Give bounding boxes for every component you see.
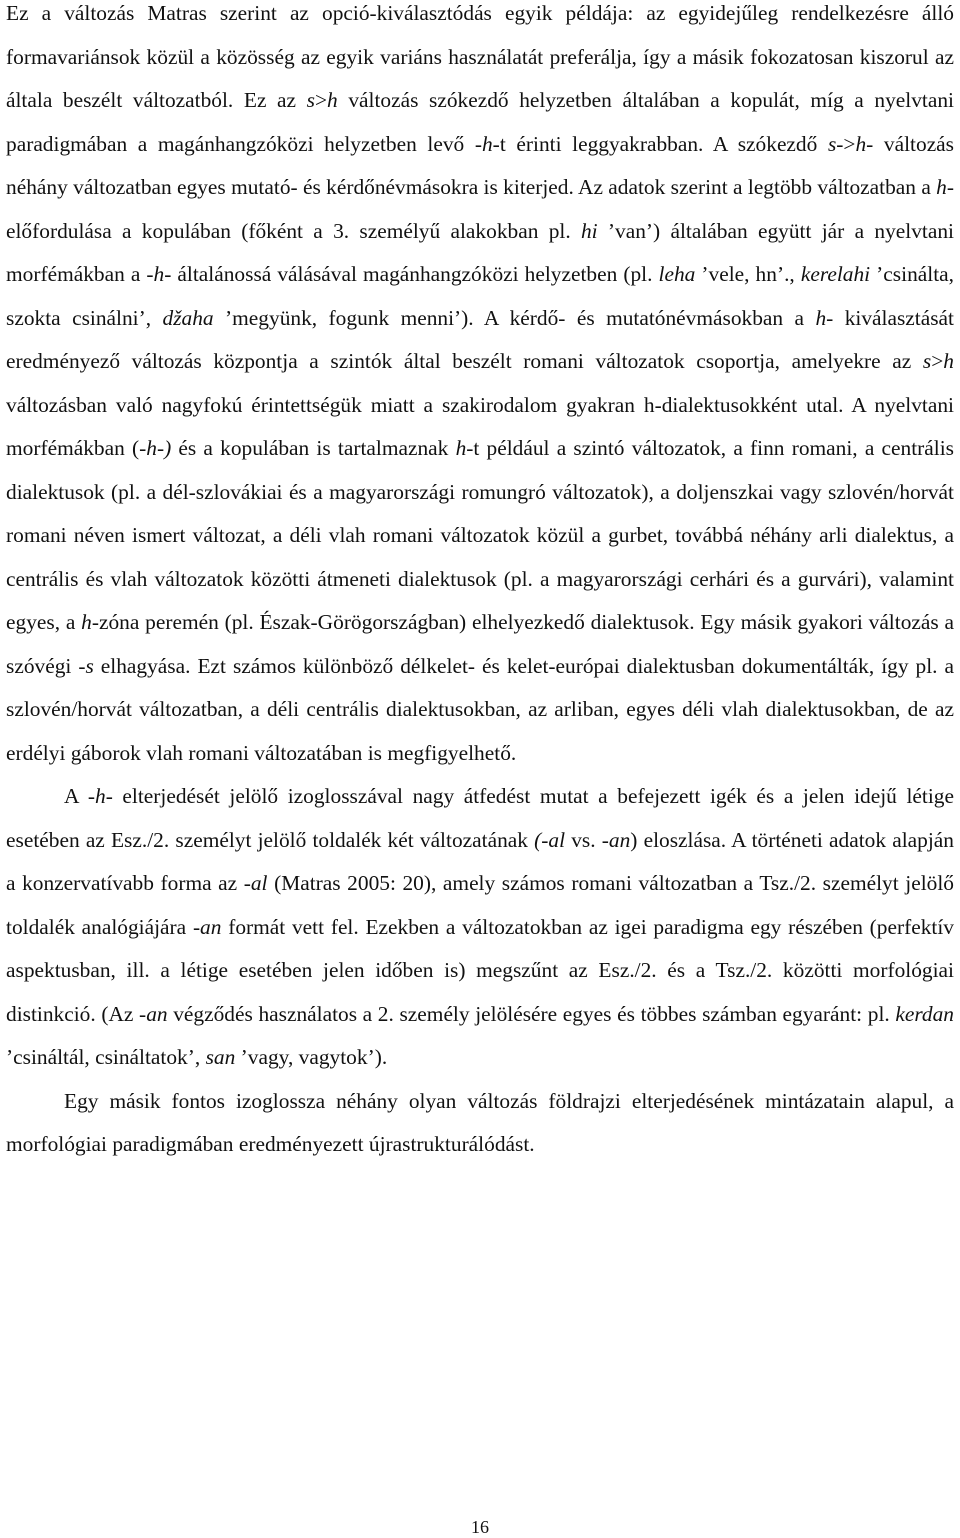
italic-run: -s bbox=[78, 653, 94, 678]
italic-run: -h- bbox=[146, 262, 172, 286]
italic-run: -h- bbox=[474, 131, 500, 156]
italic-run: kerelahi bbox=[800, 262, 871, 286]
italic-run: s bbox=[306, 88, 315, 112]
page-number: 16 bbox=[471, 1517, 489, 1537]
italic-run: san bbox=[205, 1045, 236, 1069]
text-run: A bbox=[64, 784, 88, 808]
text-run: ’vagy, vagytok’). bbox=[235, 1045, 388, 1069]
italic-run: h bbox=[936, 175, 947, 199]
italic-run: (-al bbox=[534, 827, 566, 852]
text-run: - előfordulása a kopulában (főként a 3. személyű alakokban pl. bbox=[6, 175, 954, 243]
text-run: Ez a változás Matras szerint az opció-kiválasztódás egyik példája: az egyidejűleg rendelkezésre álló formavariánsok közül a közösség az egyik variáns használatát preferálja, így a másik fokozatosan kiszorul az általa beszélt változatból. Ez az bbox=[6, 1, 954, 112]
text-run: elterjedését jelölő izoglosszával nagy átfedést mutat a befejezett igék és a jelen idejű létige esetében az Esz./2. személyt jelölő toldalék két változatának bbox=[6, 784, 954, 852]
italic-run: -al bbox=[243, 871, 268, 895]
italic-run: hi bbox=[580, 218, 598, 243]
italic-run: -an bbox=[192, 914, 222, 939]
text-run: ’van’) általában együtt jár a nyelvtani morfémákban a bbox=[6, 218, 954, 286]
document-page bbox=[6, 0, 954, 1167]
italic-run: -h-) bbox=[139, 436, 172, 460]
italic-run: s bbox=[922, 349, 932, 373]
text-run: - kiválasztását eredményező változás központja a szintók által beszélt romani változatok csoportja, amelyekre az bbox=[6, 305, 954, 373]
text-run: és a kopulában is tartalmaznak bbox=[171, 436, 456, 460]
italic-run: h bbox=[327, 88, 338, 112]
text-run: - változás néhány változatban egyes mutató- és kérdőnévmásokra is kiterjed. Az adatok szerint a legtöbb változatban a bbox=[6, 131, 955, 199]
italic-run: h bbox=[81, 610, 92, 634]
italic-run: leha bbox=[658, 262, 696, 286]
text-run: -t például a szintó változatok, a finn romani, a centrális dialektusok (pl. a dél-szlovákiai és a magyarországi romungró változatok), a doljenszkai vagy szlovén/horvát romani néven ismert változat, a déli vlah romani változatok közül a gurbet, továbbá néhány arli dialektus, a centrális és vlah változatok közötti átmeneti dialektusok (pl. a magyarországi cerhári és a gurvári), valamint egyes, a bbox=[6, 436, 954, 634]
text-run: formát vett fel. Ezekben a változatokban az igei paradigma egy részében (perfektív aspektusban, ill. a létige esetében jelen időben is) megszűnt az Esz./2. és a Tsz./2. közötti morfológiai distinkció. (Az - bbox=[6, 914, 955, 1026]
italic-run: -h- bbox=[87, 784, 113, 808]
text-run: elhagyása. Ezt számos különböző délkelet- és kelet-európai dialektusban dokumentálták, így pl. a szlovén/horvát változatban, a déli centrális dialektusokban, az arliban, egyes déli vlah dialektusokban, de az erdélyi gáborok vlah romani változatában is megfigyelhető. bbox=[6, 653, 954, 765]
text-run: ’csinálta, szokta csinálni’, bbox=[6, 262, 954, 330]
italic-run: h bbox=[815, 305, 827, 330]
text-run: -> bbox=[836, 131, 856, 156]
text-run: ’csináltál, csináltatok’, bbox=[6, 1045, 206, 1069]
text-run: t érinti leggyakrabban. A szókezdő bbox=[499, 131, 828, 156]
text-run: vs. bbox=[565, 827, 602, 852]
text-run: általánossá válásával magánhangzóközi helyzetben (pl. bbox=[171, 262, 659, 286]
paragraph-3 bbox=[6, 1080, 954, 1167]
italic-run: džaha bbox=[162, 305, 214, 330]
text-run: ’vele, hn’., bbox=[695, 262, 801, 286]
italic-run: h bbox=[855, 131, 867, 156]
italic-run: an bbox=[146, 1001, 168, 1026]
text-run: > bbox=[314, 88, 328, 112]
text-run: változásban való nagyfokú érintettségük miatt a szakirodalom gyakran h-dialektusokként utal. A nyelvtani morfémákban ( bbox=[6, 392, 954, 460]
paragraph-2 bbox=[6, 775, 954, 1080]
text-run: végződés használatos a 2. személy jelölésére egyes és többes számban egyaránt: pl. bbox=[167, 1001, 896, 1026]
paragraph-1 bbox=[6, 0, 954, 775]
italic-run: s bbox=[827, 131, 837, 156]
text-run: (Matras 2005: 20), amely számos romani változatban a Tsz./2. személyt jelölő toldalék analógiájára bbox=[6, 871, 954, 939]
italic-run: h bbox=[455, 436, 467, 460]
text-run: > bbox=[931, 349, 944, 373]
italic-run: -an bbox=[601, 827, 631, 852]
text-run: ) eloszlása. A történeti adatok alapján a konzervatívabb forma az bbox=[6, 827, 954, 895]
italic-run: kerdan bbox=[895, 1001, 954, 1026]
text-run: -zóna peremén (pl. Észak-Görögországban) elhelyezkedő dialektusok. Egy másik gyakori változás a szóvégi bbox=[6, 610, 954, 678]
text-run: ’megyünk, fogunk menni’). A kérdő- és mutatónévmásokban a bbox=[213, 305, 816, 330]
text-run: változás szókezdő helyzetben általában a kopulát, míg a nyelvtani paradigmában a magánhangzóközi helyzetben levő bbox=[6, 88, 954, 156]
italic-run: h bbox=[943, 349, 954, 373]
text-run: Egy másik fontos izoglossza néhány olyan változás földrajzi elterjedésének mintázatain alapul, a morfológiai paradigmában eredményezett újrastrukturálódást. bbox=[6, 1088, 954, 1156]
